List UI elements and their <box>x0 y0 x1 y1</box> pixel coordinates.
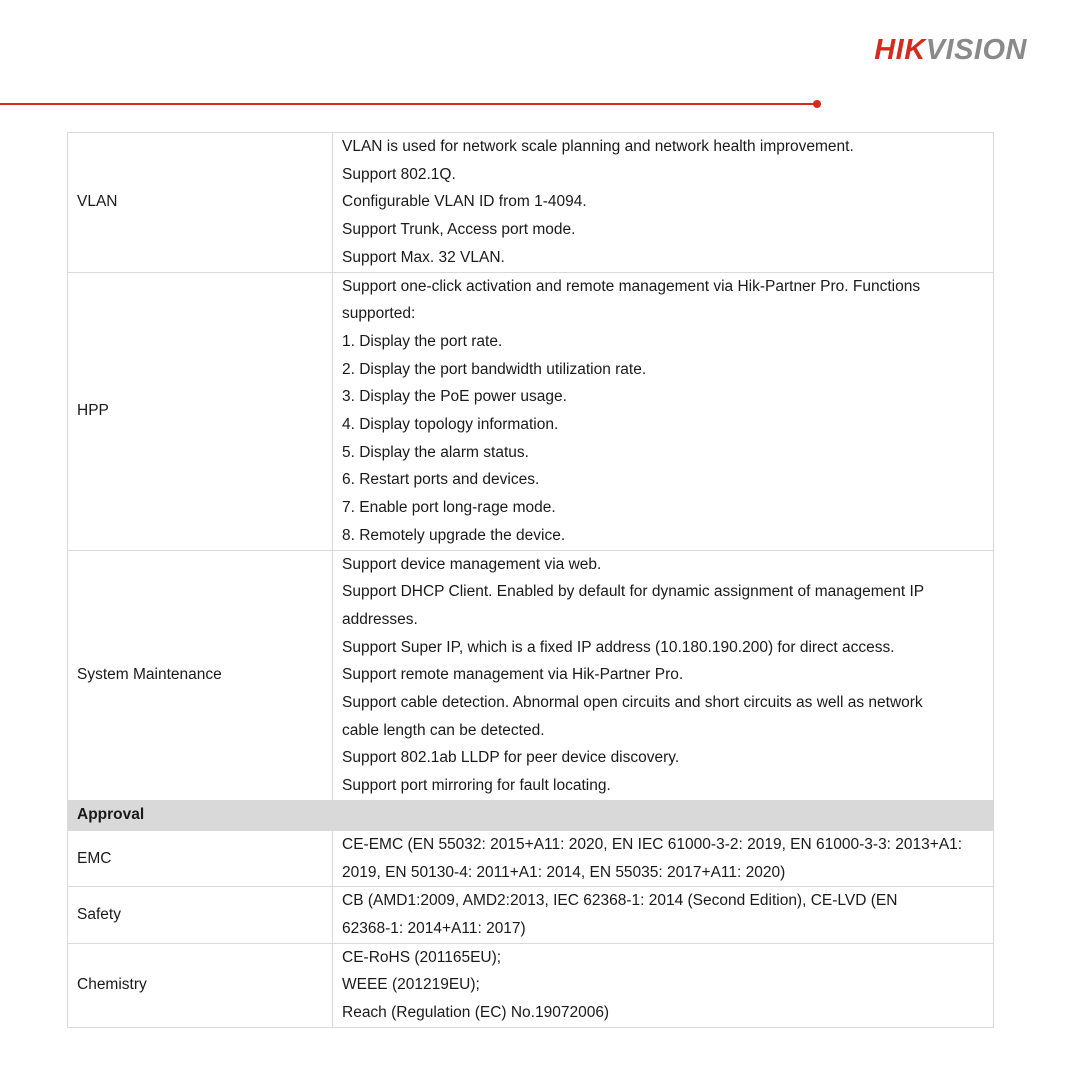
spec-row-system-maintenance <box>68 550 994 800</box>
spec-line: 1. Display the port rate. <box>342 332 503 350</box>
spec-row-vlan <box>68 133 994 273</box>
spec-row-safety <box>68 887 994 943</box>
spec-line: cable length can be detected. <box>342 721 545 739</box>
spec-line: 62368-1: 2014+A11: 2017) <box>342 919 526 937</box>
hikvision-logo <box>874 34 1027 67</box>
spec-line: Reach (Regulation (EC) No.19072006) <box>342 1004 610 1022</box>
spec-label: Safety <box>68 887 333 943</box>
spec-value <box>333 887 994 943</box>
spec-line: Support DHCP Client. Enabled by default for dynamic assignment of management IP <box>342 583 925 601</box>
spec-line: Support port mirroring for fault locating. <box>342 777 611 795</box>
spec-line: Support device management via web. <box>342 555 602 573</box>
spec-line: Support Max. 32 VLAN. <box>342 248 505 266</box>
spec-line: Support 802.1Q. <box>342 165 456 183</box>
header-divider-line <box>0 103 814 105</box>
spec-label: System Maintenance <box>68 550 333 800</box>
spec-line: CE-EMC (EN 55032: 2015+A11: 2020, EN IEC 61000-3-2: 2019, EN 61000-3-3: 2013+A1: <box>342 835 963 853</box>
spec-line: Configurable VLAN ID from 1-4094. <box>342 193 587 211</box>
logo-part-vision: VISION <box>925 34 1027 66</box>
spec-value <box>333 830 994 886</box>
spec-line: VLAN is used for network scale planning and network health improvement. <box>342 138 854 155</box>
spec-line: supported: <box>342 305 416 323</box>
spec-value <box>333 133 994 273</box>
section-header-approval <box>68 800 994 830</box>
spec-table <box>67 132 994 1028</box>
spec-label: HPP <box>68 272 333 550</box>
spec-row-chemistry <box>68 943 994 1027</box>
spec-line: 8. Remotely upgrade the device. <box>342 526 566 544</box>
spec-line: 2019, EN 50130-4: 2011+A1: 2014, EN 55035: 2017+A11: 2020) <box>342 863 786 881</box>
spec-value <box>333 550 994 800</box>
spec-line: Support Trunk, Access port mode. <box>342 221 576 239</box>
spec-line: Support cable detection. Abnormal open circuits and short circuits as well as network <box>342 694 923 712</box>
spec-row-hpp <box>68 272 994 550</box>
spec-line: Support 802.1ab LLDP for peer device discovery. <box>342 749 680 767</box>
spec-label: EMC <box>68 830 333 886</box>
spec-value <box>333 272 994 550</box>
spec-value <box>333 943 994 1027</box>
spec-line: WEEE (201219EU); <box>342 976 480 994</box>
spec-line: 5. Display the alarm status. <box>342 443 529 461</box>
spec-line: Support remote management via Hik-Partner Pro. <box>342 666 684 684</box>
section-title: Approval <box>68 800 994 830</box>
spec-line: 2. Display the port bandwidth utilization rate. <box>342 360 647 378</box>
spec-line: addresses. <box>342 610 418 628</box>
spec-line: CB (AMD1:2009, AMD2:2013, IEC 62368-1: 2014 (Second Edition), CE-LVD (EN <box>342 892 898 910</box>
header-divider-dot <box>813 100 821 108</box>
spec-label: VLAN <box>68 133 333 273</box>
spec-line: 6. Restart ports and devices. <box>342 471 540 489</box>
spec-line: 3. Display the PoE power usage. <box>342 388 567 406</box>
spec-line: 4. Display topology information. <box>342 416 559 434</box>
spec-row-emc <box>68 830 994 886</box>
spec-line: CE-RoHS (201165EU); <box>342 948 502 966</box>
logo-part-hik: HIK <box>874 34 926 66</box>
spec-line: 7. Enable port long-rage mode. <box>342 499 556 517</box>
spec-line: Support Super IP, which is a fixed IP address (10.180.190.200) for direct access. <box>342 638 895 656</box>
spec-line: Support one-click activation and remote management via Hik-Partner Pro. Functions <box>342 277 921 295</box>
spec-label: Chemistry <box>68 943 333 1027</box>
